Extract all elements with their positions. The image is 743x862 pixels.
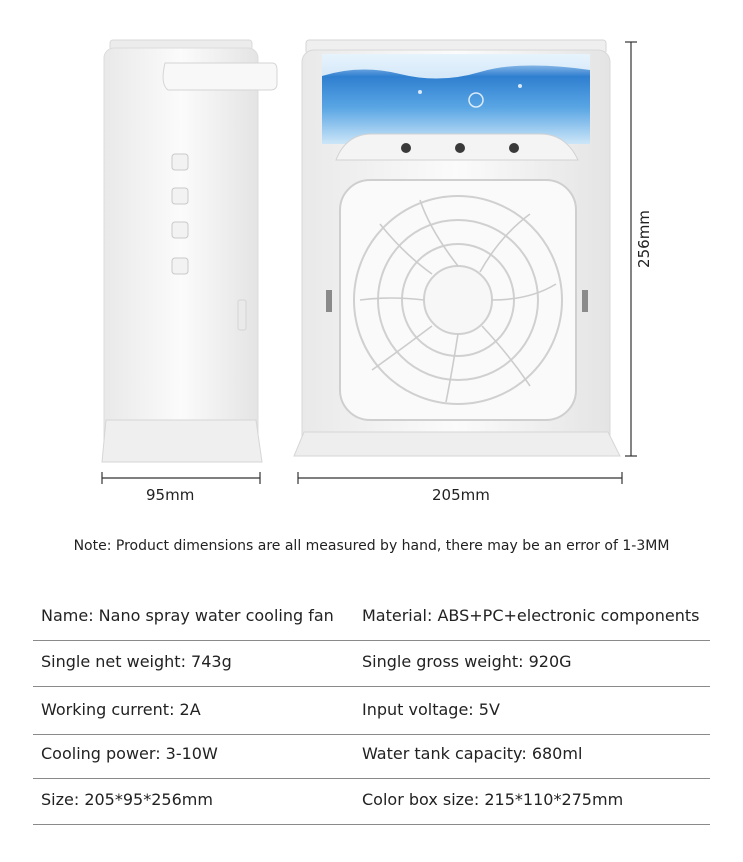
spec-size: Size: 205*95*256mm xyxy=(41,790,213,809)
spec-water-tank: Water tank capacity: 680ml xyxy=(362,744,583,763)
spec-color-box-size: Color box size: 215*110*275mm xyxy=(362,790,624,809)
spec-name: Name: Nano spray water cooling fan xyxy=(41,606,334,625)
water-tank xyxy=(322,54,590,144)
spec-row xyxy=(33,594,710,641)
spec-row xyxy=(33,640,710,687)
height-label: 256mm xyxy=(635,210,653,268)
spec-material: Material: ABS+PC+electronic components xyxy=(362,606,700,625)
spec-row xyxy=(33,688,710,735)
spec-row xyxy=(33,732,710,779)
front-width-label: 205mm xyxy=(432,486,490,504)
spec-input-voltage: Input voltage: 5V xyxy=(362,700,500,719)
spec-row xyxy=(33,778,710,825)
measurement-note: Note: Product dimensions are all measured by hand, there may be an error of 1-3MM xyxy=(73,538,670,554)
spec-working-current: Working current: 2A xyxy=(41,700,201,719)
spec-net-weight: Single net weight: 743g xyxy=(41,652,232,671)
front-view xyxy=(294,40,620,456)
side-width-label: 95mm xyxy=(146,486,195,504)
side-view xyxy=(102,40,277,462)
spec-cooling-power: Cooling power: 3-10W xyxy=(41,744,218,763)
spec-gross-weight: Single gross weight: 920G xyxy=(362,652,572,671)
